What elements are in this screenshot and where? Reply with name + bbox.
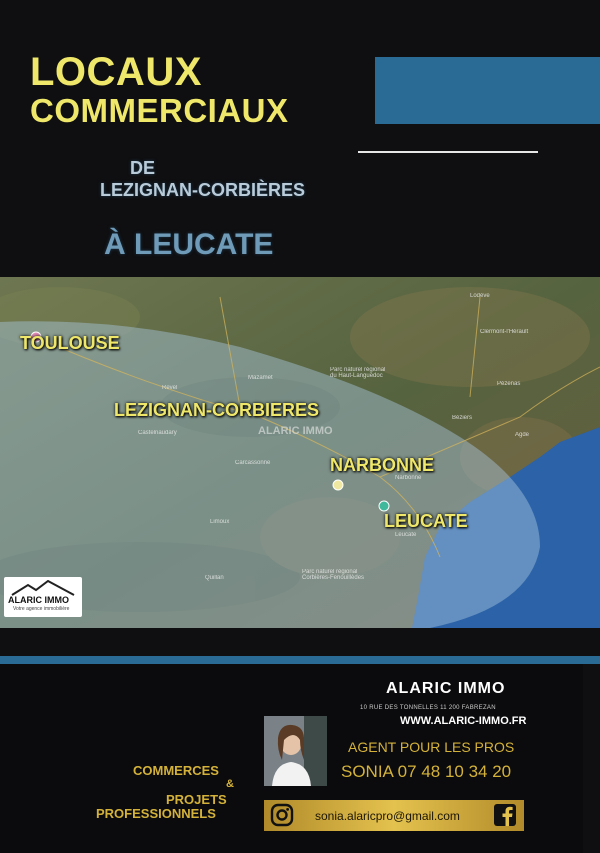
left-line-professionnels: PROFESSIONNELS: [96, 806, 216, 821]
subtitle-city: LEZIGNAN-CORBIÈRES: [100, 180, 306, 200]
divider-line: [358, 151, 538, 153]
place-revel: Revel: [162, 385, 178, 391]
label-lezignan: LEZIGNAN-CORBIERES: [114, 400, 320, 420]
agent-photo: [264, 716, 327, 786]
destination-title: À LEUCATE: [104, 228, 274, 261]
label-narbonne: NARBONNE: [330, 455, 435, 475]
leucate-pin: [379, 501, 389, 511]
narbonne-pin: [333, 480, 343, 490]
alaric-immo-logo: [4, 577, 82, 617]
label-toulouse: TOULOUSE: [20, 333, 120, 353]
agent-role: AGENT POUR LES PROS: [348, 739, 515, 755]
left-line-projets: PROJETS: [166, 792, 227, 807]
instagram-icon[interactable]: [270, 803, 294, 827]
subtitle-de: DE: [130, 158, 156, 178]
place-lodeve: Lodève: [470, 293, 490, 299]
footer-accent-line: [0, 656, 600, 664]
place-parc-haut-languedoc: Parc naturel régional du Haut-Languedoc: [330, 367, 386, 379]
place-quillan: Quillan: [205, 575, 224, 581]
agent-portrait-icon: [264, 716, 327, 786]
left-line-commerces: COMMERCES: [133, 763, 219, 778]
place-leucate-small: Leucate: [395, 532, 417, 538]
place-agde: Agde: [515, 432, 530, 438]
title-line-1: LOCAUX: [30, 50, 202, 94]
map-watermark: ALARIC IMMO: [258, 425, 333, 437]
agent-phone[interactable]: SONIA 07 48 10 34 20: [341, 762, 512, 781]
agency-website[interactable]: WWW.ALARIC-IMMO.FR: [400, 715, 527, 727]
logo-name: ALARIC IMMO: [8, 595, 69, 605]
label-leucate: LEUCATE: [384, 511, 468, 531]
place-carcassonne: Carcassonne: [235, 460, 271, 466]
place-limoux: Limoux: [210, 519, 230, 525]
place-pezenas: Pézenas: [497, 381, 521, 387]
agency-address: 10 RUE DES TONNELLES 11 200 FABREZAN: [360, 705, 496, 711]
place-mazamet: Mazamet: [248, 375, 273, 381]
contact-email[interactable]: sonia.alaricpro@gmail.com: [315, 809, 460, 823]
place-castelnaudary: Castelnaudary: [138, 430, 177, 436]
facebook-icon[interactable]: [493, 803, 517, 827]
place-narbonne-small: Narbonne: [395, 475, 422, 481]
decorative-blue-block: [375, 57, 600, 124]
title-line-2: COMMERCIAUX: [30, 92, 289, 129]
logo-tagline: Votre agence immobilière: [13, 606, 70, 612]
agency-name: ALARIC IMMO: [386, 680, 506, 697]
region-map: [0, 277, 600, 628]
place-beziers: Béziers: [452, 415, 473, 421]
place-clermont: Clermont-l'Hérault: [480, 329, 529, 335]
place-parc-corbieres: Parc naturel régional Corbières-Fenouillèdes: [302, 569, 365, 581]
left-line-amp: &: [226, 778, 234, 790]
mountain-logo-icon: [10, 580, 76, 596]
